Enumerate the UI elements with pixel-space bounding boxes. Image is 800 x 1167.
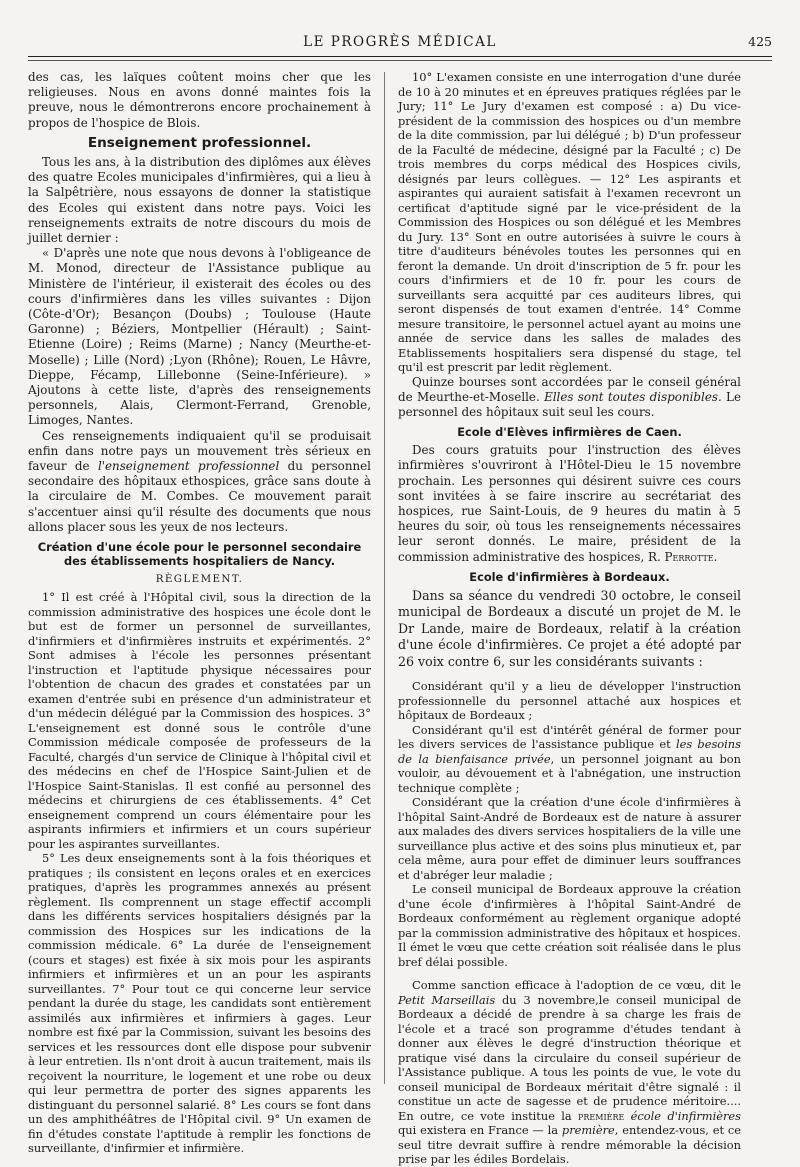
paragraph-seance: Dans sa séance du vendredi 30 octobre, le conseil municipal de Bordeaux a discuté un projet de M. le Dr Lande, maire de Bordeaux, relatif à la création d'une école d'infirmières. Ce projet a été adopté par 26 voix contre 6, sur les considérants suivants : <box>398 587 741 669</box>
text-segment: qui existera en France — la <box>398 1123 562 1138</box>
paragraph-caen <box>398 443 741 565</box>
text-segment: Comme sanction efficace à l'adoption de ce vœu, dit le <box>412 978 741 993</box>
paragraph-considerant-2 <box>398 723 741 796</box>
right-column <box>398 70 741 1167</box>
heading-bordeaux: Ecole d'infirmières à Bordeaux. <box>469 569 670 584</box>
italic-ecole: école d'infirmières <box>624 1108 741 1123</box>
paragraph-considerant-1: Considérant qu'il y a lieu de développer l'instruction professionnelle du personnel attaché aux hospices et hôpitaux de Bordeaux ; <box>398 679 741 723</box>
header-double-rule <box>28 60 772 61</box>
italic-enseignement: l'enseignement professionnel <box>97 459 280 474</box>
italic-petit-marseillais: Petit Marseillais <box>398 992 496 1007</box>
heading-caen: Ecole d'Elèves infirmières de Caen. <box>457 425 682 440</box>
spacer <box>398 969 741 978</box>
paragraph-considerant-3: Considérant que la création d'une école d'infirmières à l'hôpital Saint-André de Bordeaux est de nature à assurer aux malades des divers services hospitaliers de la ville une surveillance plus active et des soins plus minutieux et, par cela même, aura pour effet de diminuer leurs souffrances et d'abréger leur maladie ; <box>398 795 741 882</box>
paragraph-statistique: Tous les ans, à la distribution des diplômes aux élèves des quatre Ecoles municipales d'infirmières, qui a lieu à la Salpêtrière, nous essayons de donner la statistique des Ecoles qui existent dans notre pays. Voici les renseignements extraits de notre discours du mois de juillet dernier : <box>28 155 371 246</box>
italic-premiere: première <box>561 1123 615 1138</box>
heading-enseignement-professionnel: Enseignement professionnel. <box>87 134 312 151</box>
running-title: LE PROGRÈS MÉDICAL <box>303 34 497 50</box>
text-segment: , un personnel joignant au bon vouloir, au dévouement et à l'abnégation, une instruction technique complète ; <box>398 751 741 795</box>
text-segment: du personnel secondaire des hôpitaux ethospices, grâce sans doute à la circulaire de M. Combes. Ce mouvement parait s'accentuer ainsi qu'il résulte des documents que nous allons placer sous les yeux de nos lecteurs. <box>28 459 371 534</box>
paragraph-mouvement <box>28 429 371 535</box>
page-number: 425 <box>748 34 772 49</box>
spacer <box>398 670 741 679</box>
heading-nancy: Création d'une école pour le personnel secondaire des établissements hospitaliers de Nancy. <box>37 540 362 569</box>
text-segment: Quinze bourses sont accordées par le conseil général de Meurthe-et-Moselle. <box>398 374 741 404</box>
text-segment: Des cours gratuits pour l'instruction des élèves infirmières s'ouvriront à l'Hôtel-Dieu le 15 novembre prochain. Les personnes qui désirent suivre ces cours sont invitées à se faire inscrire au secrétariat des hospices, rue Saint-Louis, de 9 heures du matin à 5 heures du soir, où tous les renseignements nécessaires leur seront donnés. Le maire, président de la commission administrative des hospices, <box>398 443 741 564</box>
paragraph-articles-1-4: 1° Il est créé à l'Hôpital civil, sous la direction de la commission administrative des hospices une école dont le but est de former un personnel de surveillantes, d'infirmiers et d'infirmières instruits et expérimentés. 2° Sont admises à l'école les personnes présentant l'instruction et l'aptitude physique nécessaires pour l'obtention de chacun des grades et constatées par un examen d'entrée subi en présence d'un administrateur et d'un médecin délégué par la Commission des hospices. 3° L'enseignement est donné sous le contrôle d'une Commission médicale composée de professeurs de la Faculté, chargés d'un service de Clinique à l'hôpital civil et des médecins en chef de l'Hospice Saint-Julien et de l'Hospice Saint-Stanislas. Il est confié au personnel des médecins et chirurgiens de ces établissements. 4° Cet enseignement comprend un cours élémentaire pour les aspirants infirmiers et infirmiers et un cours supérieur pour les aspirantes surveillantes. <box>28 590 371 851</box>
paragraph-villes: « D'après une note que nous devons à l'obligeance de M. Monod, directeur de l'Assistance publique au Ministère de l'intérieur, il existerait des écoles ou des cours d'infirmières dans les villes suivantes : Dijon (Côte-d'Or); Besançon (Doubs) ; Toulouse (Haute Garonne) ; Béziers, Montpellier (Hérault) ; Saint-Etienne (Loire) ; Reims (Marne) ; Nancy (Meurthe-et-Moselle) ; Lille (Nord) ;Lyon (Rhône); Rouen, Le Hâvre, Dieppe, Fécamp, Lillebonne (Seine-Inférieure). » Ajoutons à cette liste, d'après des renseignements personnels, Alais, Clermont-Ferrand, Grenoble, Limoges, Nantes. <box>28 246 371 428</box>
left-column <box>28 70 371 1156</box>
italic-bienfaisance: les besoins de la bienfaisance privée <box>398 737 741 766</box>
page-header <box>28 30 772 57</box>
paragraph-articles-5-9: 5° Les deux enseignements sont à la fois théoriques et pratiques ; ils consistent en leçons orales et en exercices pratiques, d'après les programmes annexés au présent règlement. Ils comprennent un stage effectif accompli dans les différents services hospitaliers désignés par la commission des Hospices sur les indications de la commission médicale. 6° La durée de l'enseignement (cours et stages) est fixée à six mois pour les aspirants infirmiers et infirmières et un an pour les aspirants surveillantes. 7° Pour tout ce qui concerne leur service pendant la durée du stage, les candidats sont entièrement assimilés aux infirmières et infirmiers à gages. Leur nombre est fixé par la Commission, suivant les besoins des services et les ressources dont elle dispose pour subvenir à leur entretien. Ils n'ont droit à aucun traitement, mais ils reçoivent la nourriture, le logement et une robe ou deux qui leur permettra de porter des signes apparents les distinguant du personnel salarié. 8° Les cours se font dans un des amphithéâtres de l'Hôpital civil. 9° Un examen de fin d'études constate l'aptitude à remplir les fonctions de surveillante, d'infirmier et infirmière. <box>28 851 371 1156</box>
smallcaps-premiere: première <box>578 1108 625 1123</box>
italic-disponibles: Elles sont toutes disponibles. <box>544 389 722 404</box>
paragraph-blois: des cas, les laïques coûtent moins cher que les religieuses. Nous en avons donné maintes fois la preuve, nous le démontrerons encore prochainement à propos de l'hospice de Blois. <box>28 70 371 130</box>
paragraph-approbation: Le conseil municipal de Bordeaux approuve la création d'une école d'infirmières à l'hôpital Saint-André de Bordeaux conformément au règlement organique adopté par la commission administrative des hôpitaux et hospices. Il émet le vœu que cette création soit réalisée dans le plus bref délai possible. <box>398 882 741 969</box>
text-segment: , entendez-vous, et ce seul titre devrait suffire à rendre mémorable la décision prise par les édiles Bordelais. <box>398 1123 741 1167</box>
column-divider <box>384 72 385 1084</box>
text-segment: du 3 novembre,le conseil municipal de Bordeaux a décidé de prendre à sa charge les frais de l'école et a tracé son programme d'études tendant à donner aux élèves le degré d'instruction théorique et pratique visé dans la circulaire du conseil supérieur de l'Assistance publique. A tous les points de vue, le vote du conseil municipal de Bordeaux méritait d'être signalé : il constitue un acte de sagesse et de prudence méritoire.... En outre, ce vote institue la <box>398 992 741 1123</box>
paragraph-sanction <box>398 978 741 1167</box>
paragraph-bourses <box>398 375 741 421</box>
text-segment: Considérant qu'il est d'intérêt général de former pour les divers services de l'assistance publique et <box>398 722 741 752</box>
signature-perrotte: R. Perrotte. <box>648 549 718 564</box>
text-segment: Le personnel des hôpitaux suit seul les cours. <box>398 389 741 419</box>
paragraph-articles-10-14: 10° L'examen consiste en une interrogation d'une durée de 10 à 20 minutes et en épreuves pratiques réglées par le Jury; 11° Le Jury d'examen est composé : a) Du vice-président de la commission des hospices ou d'un membre de la dite commission, par lui délégué ; b) D'un professeur de la Faculté de médecine, désigné par la Faculté ; c) De trois membres du corps médical des Hospices civils, désignés par leurs collègues. — 12° Les aspirants et aspirantes qui auraient satisfait à l'examen recevront un certificat d'aptitude signé par le vice-président de la Commission des Hospices ou son délégué et les Membres du Jury. 13° Sont en outre autorisées à suivre le cours à titre d'auditeurs bénévoles toutes les personnes qui en feront la demande. Un droit d'inscription de 5 fr. pour les cours d'infirmiers et de 10 fr. pour les cours de surveillants sera acquitté par ces auditeurs libres, qui seront dispensés de tout examen d'entrée. 14° Comme mesure transitoire, le personnel actuel ayant au moins une année de service dans les salles de malades des Etablissements hospitaliers sera dispensé du stage, tel qu'il est prescrit par ledit règlement. <box>398 70 741 374</box>
reglement-label: RÈGLEMENT. <box>155 573 244 586</box>
text-segment: Ces renseignements indiquaient qu'il se produisait enfin dans notre pays un mouvement très sérieux en faveur de <box>28 428 371 474</box>
